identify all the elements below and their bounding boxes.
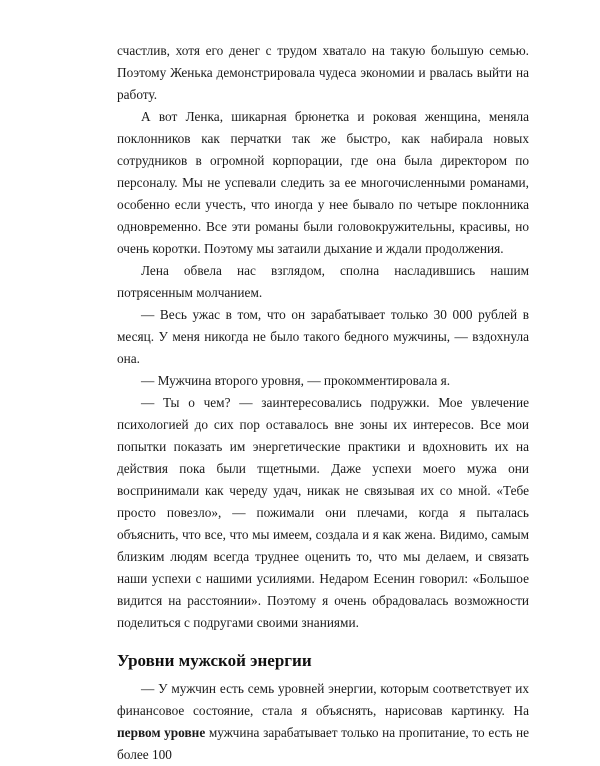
paragraph-6: — Ты о чем? — заинтересовались подружки. Мое увлечение психологией до сих пор оставалось вне зоны их интересов. Все мои попытки показать им энергетические практики и вдохновить их на действия пока были тщетными. Даже успехи моего мужа они воспринимали как череду удач, никак не связывая их со мной. «Тебе просто повезло», — пожимали они плечами, когда я пыталась объяснить, что все, что мы имеем, создала и я как жена. Видимо, самым близким людям всегда труднее оценить то, что мы делаем, и связать наши успехи с нашими усилиями. Недаром Есенин говорил: «Большое видится на расстоянии». Поэтому я очень обрадовалась возможности поделиться с подругами своими знаниями. [117,395,529,630]
paragraph-7 [117,678,529,766]
paragraph-5: — Мужчина второго уровня, — прокомментировала я. [141,373,451,388]
paragraph-1: счастлив, хотя его денег с трудом хватало на такую большую семью. Поэтому Женька демонстрировала чудеса экономии и рвалась выйти на работу. [117,43,529,102]
page-content [117,40,529,766]
paragraph-2: А вот Ленка, шикарная брюнетка и роковая женщина, меняла поклонников как перчатки так же быстро, как набирала новых сотрудников в огромной корпорации, где она была директором по персоналу. Мы не успевали следить за ее многочисленными романами, особенно если учесть, что иногда у нее бывало по четыре поклонника одновременно. Все эти романы были головокружительны, красивы, но очень коротки. Поэтому мы затаили дыхание и ждали продолжения. [117,109,529,256]
paragraph-7-bold: первом уровне [117,725,206,740]
paragraph-3: Лена обвела нас взглядом, сполна насладившись нашим потрясенным молчанием. [117,263,529,300]
paragraph-7-part1: — У мужчин есть семь уровней энергии, которым соответствует их финансовое состояние, стала я объяснять, нарисовав картинку. На [117,681,529,718]
section-heading: Уровни мужской энергии [117,651,312,670]
paragraph-7-part2: мужчина зарабатывает только на пропитание, то есть не более 100 [117,725,529,762]
paragraph-4: — Весь ужас в том, что он зарабатывает только 30 000 рублей в месяц. У меня никогда не было такого бедного мужчины, — вздохнула она. [117,307,529,366]
